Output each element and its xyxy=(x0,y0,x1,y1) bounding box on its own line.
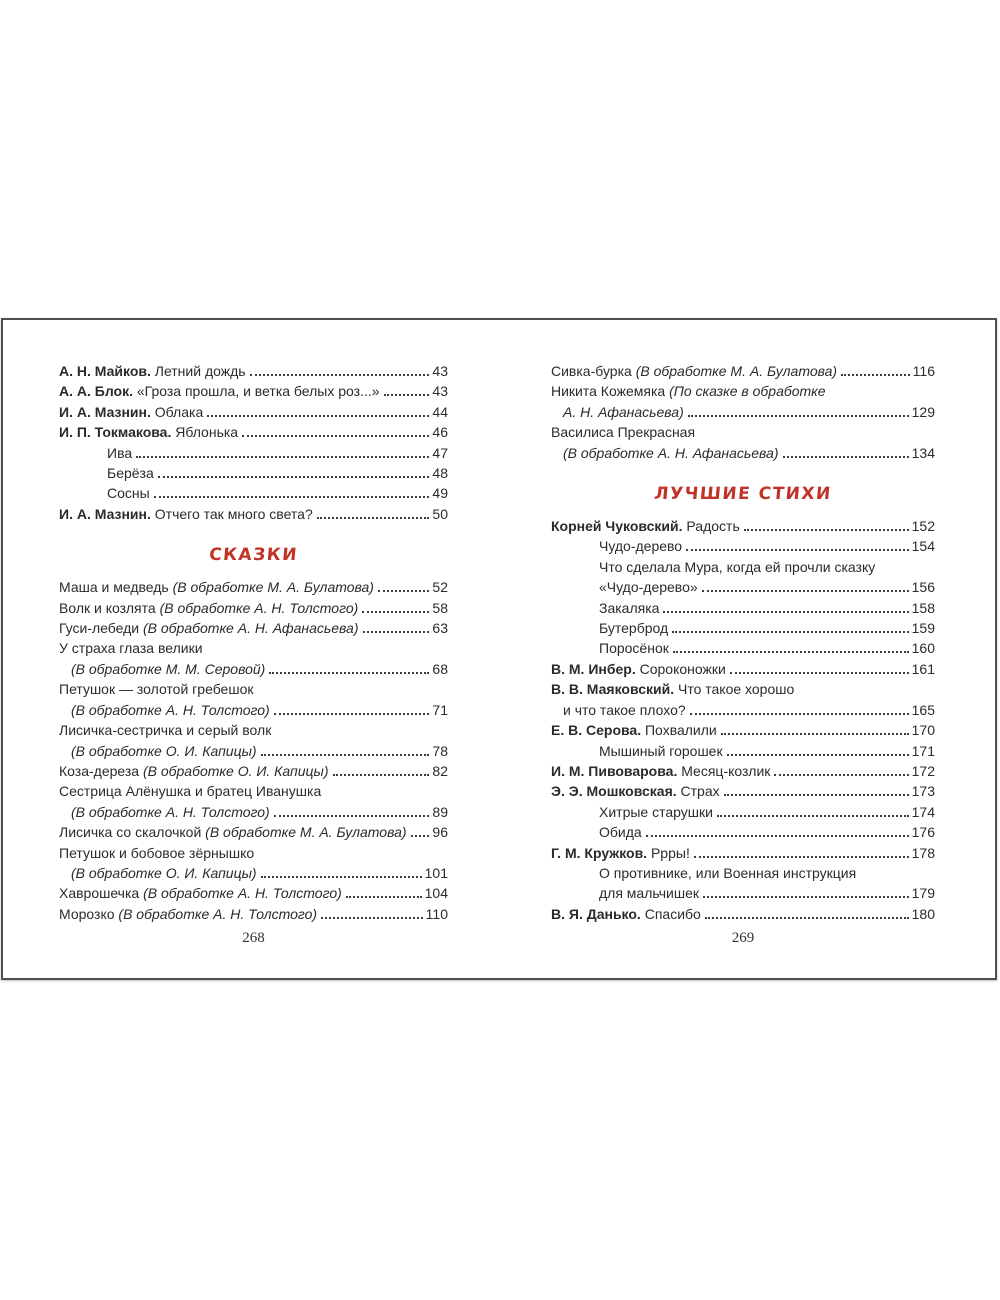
page-ref: 171 xyxy=(911,742,935,759)
toc-line xyxy=(59,598,448,618)
dot-leader xyxy=(646,835,909,837)
toc-line xyxy=(59,700,448,720)
dot-leader xyxy=(317,517,430,519)
toc-line xyxy=(551,422,935,442)
toc-line xyxy=(59,659,448,679)
page-ref: 89 xyxy=(432,803,448,820)
dot-leader xyxy=(158,476,430,478)
toc-entry-text: В. В. Маяковский. Что такое хорошо xyxy=(551,681,795,698)
toc-entry-text: Лисичка-сестричка и серый волк xyxy=(59,722,272,739)
toc-entry-text: Бутерброд xyxy=(599,620,669,637)
toc-line xyxy=(551,904,935,924)
toc-entry-text: Сестрица Алёнушка и братец Иванушка xyxy=(59,783,322,800)
page-ref: 160 xyxy=(911,640,935,657)
dot-leader xyxy=(242,435,429,437)
toc-line xyxy=(59,904,448,924)
dot-leader xyxy=(346,896,422,898)
toc-entry-text: Г. М. Кружков. Ррры! xyxy=(551,844,690,861)
toc-entry-text: В. Я. Данько. Спасибо xyxy=(551,905,701,922)
dot-leader xyxy=(724,794,909,796)
book-spread xyxy=(1,318,997,980)
dot-leader xyxy=(705,917,909,919)
page-ref: 49 xyxy=(432,485,448,502)
toc-entry-text: А. Н. Афанасьева) xyxy=(563,403,684,420)
page-ref: 47 xyxy=(432,444,448,461)
toc-line xyxy=(551,577,935,597)
toc-entry-text: Никита Кожемяка (По сказке в обработке xyxy=(551,383,826,400)
toc-line xyxy=(551,679,935,699)
toc-line xyxy=(551,557,935,577)
page-ref: 44 xyxy=(432,403,448,420)
toc-entry-text: Е. В. Серова. Похвалили xyxy=(551,722,717,739)
toc-entry-text: (В обработке М. М. Серовой) xyxy=(71,660,266,677)
page-ref: 161 xyxy=(911,660,935,677)
toc-entry-text: Поросёнок xyxy=(599,640,669,657)
page-ref: 165 xyxy=(911,701,935,718)
toc-line xyxy=(551,402,935,422)
dot-leader xyxy=(274,713,430,715)
toc-entry-text: А. А. Блок. «Гроза прошла, и ветка белых роз...» xyxy=(59,383,380,400)
toc-line xyxy=(59,483,448,503)
dot-leader xyxy=(154,496,430,498)
page-ref: 58 xyxy=(432,599,448,616)
toc-entry-text: Мышиный горошек xyxy=(599,742,723,759)
toc-line xyxy=(59,843,448,863)
dot-leader xyxy=(663,611,908,613)
toc-entry-text: Закаляка xyxy=(599,599,660,616)
page-ref: 173 xyxy=(911,783,935,800)
toc-entry-text: У страха глаза велики xyxy=(59,640,203,657)
dot-leader xyxy=(702,590,909,592)
page-ref: 110 xyxy=(425,905,448,922)
page-ref: 116 xyxy=(912,363,935,379)
toc-line xyxy=(59,443,448,463)
dot-leader xyxy=(261,754,430,756)
toc-column-right xyxy=(551,361,935,924)
page-ref: 156 xyxy=(911,579,935,596)
dot-leader xyxy=(841,374,910,376)
toc-entry-text: Коза-дереза (В обработке О. И. Капицы) xyxy=(59,762,329,779)
page-ref: 178 xyxy=(911,844,935,861)
page-ref: 96 xyxy=(432,824,448,841)
toc-line xyxy=(551,781,935,801)
toc-entry-text: Что сделала Мура, когда ей прочли сказку xyxy=(599,558,876,575)
page-ref: 180 xyxy=(911,905,935,922)
toc-entry-text: Хитрые старушки xyxy=(599,803,713,820)
toc-entry-text: (В обработке А. Н. Толстого) xyxy=(71,803,270,820)
section-heading: ЛУЧШИЕ СТИХИ xyxy=(653,484,833,505)
toc-line xyxy=(551,618,935,638)
toc-line xyxy=(551,883,935,903)
page-ref: 159 xyxy=(911,620,935,637)
page-ref: 71 xyxy=(432,701,448,718)
page-ref: 158 xyxy=(911,599,935,616)
toc-line xyxy=(551,598,935,618)
toc-line xyxy=(59,802,448,822)
page-ref: 176 xyxy=(911,824,935,841)
toc-entry-text: О противнике, или Военная инструкция xyxy=(599,864,857,881)
toc-line xyxy=(59,679,448,699)
toc-entry-text: Петушок и бобовое зёрнышко xyxy=(59,844,255,861)
toc-entry-text: Э. Э. Мошковская. Страх xyxy=(551,783,720,800)
toc-line xyxy=(59,761,448,781)
dot-leader xyxy=(250,374,430,376)
page-ref: 152 xyxy=(911,518,935,535)
page-ref: 52 xyxy=(432,579,448,596)
page-ref: 63 xyxy=(432,620,448,637)
toc-entry-text: И. П. Токмакова. Яблонька xyxy=(59,424,239,441)
dot-leader xyxy=(721,733,909,735)
toc-line xyxy=(551,443,935,463)
toc-line xyxy=(59,504,448,524)
toc-line xyxy=(59,638,448,658)
toc-line xyxy=(551,863,935,883)
toc-line xyxy=(551,822,935,842)
toc-entry-text: Хаврошечка (В обработке А. Н. Толстого) xyxy=(59,885,342,902)
toc-line xyxy=(59,381,448,401)
toc-line xyxy=(59,422,448,442)
dot-leader xyxy=(727,754,909,756)
section-heading: СКАЗКИ xyxy=(208,545,299,566)
toc-entry-text: Маша и медведь (В обработке М. А. Булатова) xyxy=(59,579,374,596)
dot-leader xyxy=(363,631,430,633)
toc-line xyxy=(59,618,448,638)
dot-leader xyxy=(783,456,909,458)
page-ref: 134 xyxy=(911,444,935,461)
dot-leader xyxy=(730,672,909,674)
toc-line xyxy=(551,802,935,822)
page-ref: 174 xyxy=(911,803,935,820)
dot-leader xyxy=(673,651,909,653)
toc-line xyxy=(551,536,935,556)
toc-entry-text: Чудо-дерево xyxy=(599,538,683,555)
folio-left: 268 xyxy=(242,930,265,946)
toc-line xyxy=(59,463,448,483)
toc-entry-text: Лисичка со скалочкой (В обработке М. А. Булатова) xyxy=(59,824,407,841)
toc-line xyxy=(551,638,935,658)
toc-line xyxy=(551,381,935,401)
toc-line xyxy=(59,720,448,740)
dot-leader xyxy=(690,713,909,715)
page-ref: 101 xyxy=(424,864,448,881)
toc-line xyxy=(551,761,935,781)
page-ref: 43 xyxy=(432,383,448,400)
toc-line xyxy=(59,822,448,842)
toc-line xyxy=(551,720,935,740)
toc-line xyxy=(551,516,935,536)
toc-entry-text: Волк и козлята (В обработке А. Н. Толстого) xyxy=(59,599,359,616)
page-ref: 78 xyxy=(432,742,448,759)
dot-leader xyxy=(136,456,429,458)
toc-entry-text: (В обработке А. Н. Афанасьева) xyxy=(563,444,779,461)
page-ref: 154 xyxy=(911,538,935,555)
toc-entry-text: В. М. Инбер. Сороконожки xyxy=(551,660,726,677)
page-ref: 43 xyxy=(432,363,448,379)
toc-entry-text: для мальчишек xyxy=(599,885,700,902)
toc-entry-text: Сосны xyxy=(107,485,150,502)
toc-entry-text: (В обработке О. И. Капицы) xyxy=(71,864,257,881)
page-ref: 172 xyxy=(911,762,935,779)
dot-leader xyxy=(774,774,908,776)
toc-column-left xyxy=(59,361,448,924)
toc-line xyxy=(59,577,448,597)
toc-entry-text: И. А. Мазнин. Отчего так много света? xyxy=(59,505,313,522)
toc-line xyxy=(59,741,448,761)
dot-leader xyxy=(333,774,430,776)
dot-leader xyxy=(744,529,909,531)
toc-entry-text: Гуси-лебеди (В обработке А. Н. Афанасьева) xyxy=(59,620,359,637)
toc-entry-text: (В обработке А. Н. Толстого) xyxy=(71,701,270,718)
toc-entry-text: Берёза xyxy=(107,465,154,482)
page-ref: 179 xyxy=(911,885,935,902)
dot-leader xyxy=(686,549,909,551)
dot-leader xyxy=(717,815,909,817)
toc-line xyxy=(551,659,935,679)
page-ref: 46 xyxy=(432,424,448,441)
toc-line xyxy=(551,741,935,761)
page-ref: 82 xyxy=(432,762,448,779)
toc-line xyxy=(551,361,935,381)
dot-leader xyxy=(672,631,908,633)
dot-leader xyxy=(321,917,423,919)
toc-line xyxy=(59,402,448,422)
toc-entry-text: «Чудо-дерево» xyxy=(599,579,698,596)
toc-entry-text: Обида xyxy=(599,824,642,841)
toc-entry-text: Корней Чуковский. Радость xyxy=(551,518,740,535)
toc-entry-text: Сивка-бурка (В обработке М. А. Булатова) xyxy=(551,363,838,379)
dot-leader xyxy=(694,856,909,858)
dot-leader xyxy=(362,611,429,613)
toc-entry-text: И. А. Мазнин. Облака xyxy=(59,403,204,420)
dot-leader xyxy=(378,590,429,592)
page-ref: 104 xyxy=(424,885,448,902)
page-ref: 48 xyxy=(432,465,448,482)
toc-line xyxy=(59,781,448,801)
folio-right: 269 xyxy=(731,930,755,946)
dot-leader xyxy=(384,394,430,396)
page-ref: 68 xyxy=(432,660,448,677)
toc-line xyxy=(59,883,448,903)
toc-entry-text: Петушок — золотой гребешок xyxy=(59,681,254,698)
toc-line xyxy=(59,863,448,883)
toc-line xyxy=(551,843,935,863)
toc-entry-text: И. М. Пивоварова. Месяц-козлик xyxy=(551,762,771,779)
dot-leader xyxy=(274,815,430,817)
toc-entry-text: Василиса Прекрасная xyxy=(551,424,696,441)
toc-entry-text: А. Н. Майков. Летний дождь xyxy=(59,363,246,379)
dot-leader xyxy=(269,672,429,674)
page-ref: 129 xyxy=(911,403,935,420)
dot-leader xyxy=(411,835,430,837)
dot-leader xyxy=(703,896,909,898)
page-ref: 50 xyxy=(432,505,448,522)
toc-entry-text: Морозко (В обработке А. Н. Толстого) xyxy=(59,905,318,922)
dot-leader xyxy=(207,415,429,417)
toc-entry-text: (В обработке О. И. Капицы) xyxy=(71,742,257,759)
toc-line xyxy=(551,700,935,720)
page-ref: 170 xyxy=(911,722,935,739)
dot-leader xyxy=(688,415,909,417)
dot-leader xyxy=(261,876,422,878)
toc-line xyxy=(59,361,448,381)
toc-entry-text: и что такое плохо? xyxy=(563,701,686,718)
toc-entry-text: Ива xyxy=(107,444,133,461)
